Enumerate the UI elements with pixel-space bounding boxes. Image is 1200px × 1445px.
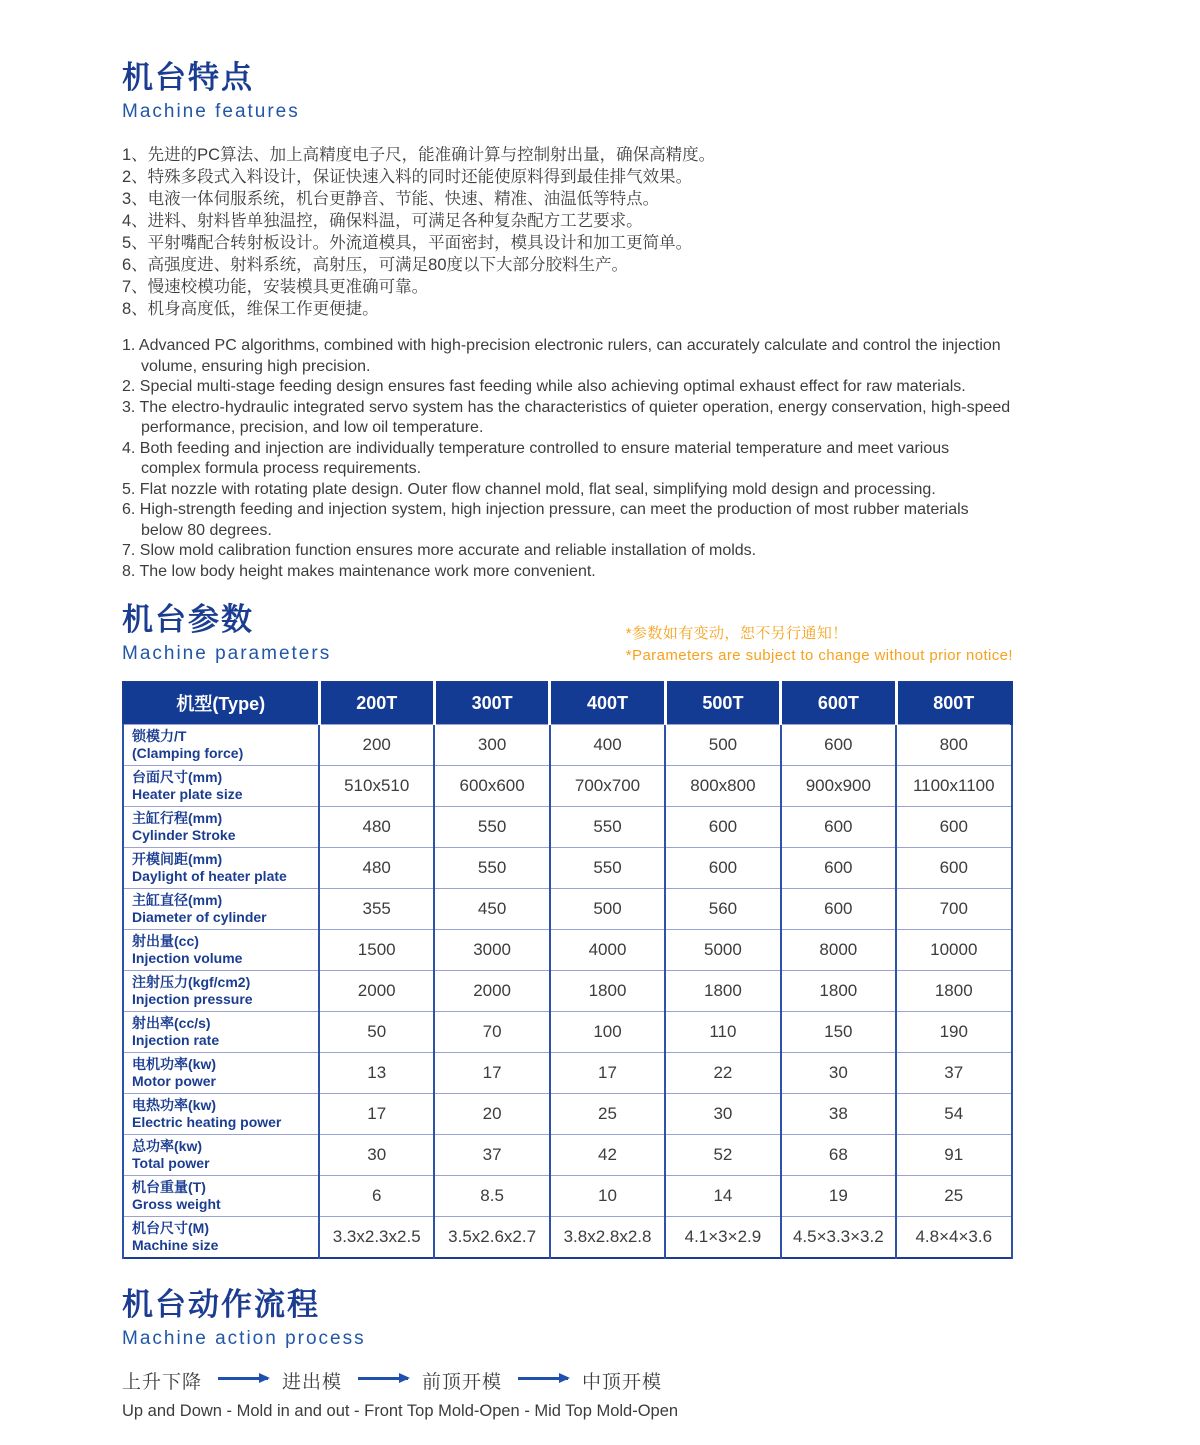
value-cell: 600x600 <box>434 765 549 806</box>
value-cell: 13 <box>319 1052 434 1093</box>
value-cell: 6 <box>319 1175 434 1216</box>
value-cell: 22 <box>665 1052 780 1093</box>
value-cell: 800x800 <box>665 765 780 806</box>
row-label-cell <box>123 765 319 806</box>
table-row <box>123 847 1012 888</box>
value-cell: 700 <box>896 888 1011 929</box>
parameters-table <box>122 681 1013 1259</box>
value-cell: 200 <box>319 724 434 765</box>
table-header-row <box>123 682 1012 724</box>
value-cell: 3.3x2.3x2.5 <box>319 1216 434 1258</box>
value-cell: 1500 <box>319 929 434 970</box>
value-cell: 20 <box>434 1093 549 1134</box>
arrow-right-icon <box>518 1377 568 1380</box>
value-cell: 1800 <box>550 970 665 1011</box>
row-label-zh: 总功率(kw) <box>132 1137 202 1154</box>
feature-item-en: 8. The low body height makes maintenance work more convenient. <box>122 562 596 580</box>
row-label-zh: 主缸行程(mm) <box>132 809 223 826</box>
table-row <box>123 806 1012 847</box>
value-cell: 600 <box>781 724 896 765</box>
row-label-en: Motor power <box>132 1072 216 1089</box>
row-label-en: Injection rate <box>132 1031 220 1048</box>
table-header-model: 800T <box>896 682 1011 724</box>
table-row <box>123 765 1012 806</box>
row-label-cell <box>123 1052 319 1093</box>
table-header-model: 200T <box>319 682 434 724</box>
process-step: 前顶开模 <box>422 1371 503 1393</box>
row-label-cell <box>123 929 319 970</box>
row-label-en: Electric heating power <box>132 1113 282 1130</box>
value-cell: 25 <box>550 1093 665 1134</box>
feature-item-zh: 5、平射嘴配合转射板设计。外流道模具，平面密封，模具设计和加工更简单。 <box>122 234 693 252</box>
value-cell: 600 <box>781 847 896 888</box>
row-label-zh: 台面尺寸(mm) <box>132 768 223 785</box>
value-cell: 600 <box>896 847 1011 888</box>
value-cell: 150 <box>781 1011 896 1052</box>
row-label-cell <box>123 847 319 888</box>
value-cell: 300 <box>434 724 549 765</box>
value-cell: 100 <box>550 1011 665 1052</box>
row-label-en: Cylinder Stroke <box>132 826 236 843</box>
table-row <box>123 1011 1012 1052</box>
value-cell: 91 <box>896 1134 1011 1175</box>
value-cell: 1100x1100 <box>896 765 1011 806</box>
value-cell: 17 <box>319 1093 434 1134</box>
row-label-zh: 注射压力(kgf/cm2) <box>132 973 251 990</box>
table-row <box>123 888 1012 929</box>
value-cell: 550 <box>550 806 665 847</box>
table-header-model: 500T <box>665 682 780 724</box>
parameters-section <box>122 602 1013 1259</box>
parameters-title-block <box>122 602 331 666</box>
table-row <box>123 929 1012 970</box>
value-cell: 54 <box>896 1093 1011 1134</box>
value-cell: 8000 <box>781 929 896 970</box>
value-cell: 30 <box>665 1093 780 1134</box>
table-row <box>123 970 1012 1011</box>
row-label-zh: 机台重量(T) <box>132 1178 206 1195</box>
feature-item-zh: 1、先进的PC算法、加上高精度电子尺，能准确计算与控制射出量，确保高精度。 <box>122 146 716 164</box>
value-cell: 600 <box>781 888 896 929</box>
parameters-notice <box>626 622 1013 666</box>
table-row <box>123 1093 1012 1134</box>
row-label-zh: 主缸直径(mm) <box>132 891 223 908</box>
value-cell: 3.8x2.8x2.8 <box>550 1216 665 1258</box>
table-row <box>123 1052 1012 1093</box>
value-cell: 30 <box>319 1134 434 1175</box>
row-label-zh: 电机功率(kw) <box>132 1055 216 1072</box>
row-label-en: Gross weight <box>132 1195 221 1212</box>
value-cell: 550 <box>434 806 549 847</box>
value-cell: 4.1×3×2.9 <box>665 1216 780 1258</box>
value-cell: 1800 <box>781 970 896 1011</box>
value-cell: 25 <box>896 1175 1011 1216</box>
value-cell: 1800 <box>896 970 1011 1011</box>
value-cell: 68 <box>781 1134 896 1175</box>
value-cell: 30 <box>781 1052 896 1093</box>
row-label-en: Total power <box>132 1154 210 1171</box>
parameters-header <box>122 602 1013 666</box>
feature-item-en: 6. High-strength feeding and injection system, high injection pressure, can meet the production of most rubber materials below 80 degrees. <box>122 501 969 539</box>
notice-text-zh: *参数如有变动，恕不另行通知！ <box>625 625 848 642</box>
feature-item-zh: 6、高强度进、射料系统，高射压，可满足80度以下大部分胶料生产。 <box>122 256 629 274</box>
value-cell: 600 <box>665 847 780 888</box>
row-label-cell <box>123 970 319 1011</box>
value-cell: 10 <box>550 1175 665 1216</box>
value-cell: 560 <box>665 888 780 929</box>
value-cell: 42 <box>550 1134 665 1175</box>
value-cell: 8.5 <box>434 1175 549 1216</box>
features-title: 机台特点 <box>122 60 254 95</box>
process-step: 中顶开模 <box>582 1371 663 1393</box>
value-cell: 480 <box>319 847 434 888</box>
table-header-type: 机型(Type) <box>123 682 319 724</box>
value-cell: 400 <box>550 724 665 765</box>
value-cell: 52 <box>665 1134 780 1175</box>
value-cell: 550 <box>434 847 549 888</box>
features-section <box>122 60 1013 582</box>
value-cell: 4.5×3.3×3.2 <box>781 1216 896 1258</box>
features-subtitle: Machine features <box>122 101 300 122</box>
value-cell: 2000 <box>319 970 434 1011</box>
value-cell: 4000 <box>550 929 665 970</box>
process-flow <box>122 1367 1013 1394</box>
value-cell: 3.5x2.6x2.7 <box>434 1216 549 1258</box>
row-label-zh: 锁模力/T <box>132 727 187 744</box>
value-cell: 37 <box>434 1134 549 1175</box>
process-step: 进出模 <box>282 1371 343 1393</box>
table-row <box>123 1134 1012 1175</box>
table-row <box>123 724 1012 765</box>
parameters-title: 机台参数 <box>122 602 254 637</box>
feature-item-en: 4. Both feeding and injection are individually temperature controlled to ensure material temperature and meet various complex formula process requirements. <box>122 439 950 477</box>
row-label-cell <box>123 724 319 765</box>
value-cell: 550 <box>550 847 665 888</box>
value-cell: 1800 <box>665 970 780 1011</box>
arrow-right-icon <box>358 1377 408 1380</box>
value-cell: 450 <box>434 888 549 929</box>
process-flow-en: Up and Down - Mold in and out - Front Top Mold-Open - Mid Top Mold-Open <box>122 1401 679 1420</box>
table-header-model: 300T <box>434 682 549 724</box>
value-cell: 700x700 <box>550 765 665 806</box>
table-row <box>123 1175 1012 1216</box>
row-label-en: (Clamping force) <box>132 744 244 761</box>
row-label-en: Heater plate size <box>132 785 243 802</box>
row-label-cell <box>123 1216 319 1258</box>
page-content <box>122 60 1013 1421</box>
row-label-en: Injection pressure <box>132 990 253 1007</box>
value-cell: 500 <box>550 888 665 929</box>
feature-item-en: 3. The electro-hydraulic integrated servo system has the characteristics of quieter operation, energy conservation, high-speed performance, precision, and low oil temperature. <box>122 398 1011 436</box>
row-label-zh: 电热功率(kw) <box>132 1096 216 1113</box>
row-label-cell <box>123 806 319 847</box>
row-label-zh: 开模间距(mm) <box>132 850 223 867</box>
row-label-cell <box>123 888 319 929</box>
row-label-en: Daylight of heater plate <box>132 867 287 884</box>
value-cell: 3000 <box>434 929 549 970</box>
feature-item-zh: 8、机身高度低，维保工作更便捷。 <box>122 300 379 318</box>
row-label-cell <box>123 1011 319 1052</box>
process-title: 机台动作流程 <box>122 1286 320 1322</box>
row-label-en: Machine size <box>132 1236 219 1253</box>
notice-text-en: *Parameters are subject to change without prior notice! <box>625 647 1013 664</box>
value-cell: 19 <box>781 1175 896 1216</box>
value-cell: 70 <box>434 1011 549 1052</box>
row-label-en: Injection volume <box>132 949 243 966</box>
features-list-en <box>122 336 1013 582</box>
value-cell: 600 <box>665 806 780 847</box>
row-label-cell <box>123 1175 319 1216</box>
process-section <box>122 1287 1013 1421</box>
value-cell: 190 <box>896 1011 1011 1052</box>
process-step: 上升下降 <box>122 1371 203 1393</box>
value-cell: 17 <box>434 1052 549 1093</box>
table-row <box>123 1216 1012 1258</box>
value-cell: 510x510 <box>319 765 434 806</box>
value-cell: 500 <box>665 724 780 765</box>
row-label-zh: 射出量(cc) <box>132 932 199 949</box>
feature-item-zh: 4、进料、射料皆单独温控，确保料温，可满足各种复杂配方工艺要求。 <box>122 212 643 230</box>
value-cell: 480 <box>319 806 434 847</box>
value-cell: 4.8×4×3.6 <box>896 1216 1011 1258</box>
row-label-cell <box>123 1093 319 1134</box>
value-cell: 17 <box>550 1052 665 1093</box>
row-label-zh: 射出率(cc/s) <box>132 1014 211 1031</box>
table-header-model: 400T <box>550 682 665 724</box>
feature-item-zh: 3、电液一体伺服系统，机台更静音、节能、快速、精准、油温低等特点。 <box>122 190 660 208</box>
feature-item-zh: 2、特殊多段式入料设计，保证快速入料的同时还能使原料得到最佳排气效果。 <box>122 168 693 186</box>
parameters-subtitle: Machine parameters <box>122 643 332 664</box>
value-cell: 800 <box>896 724 1011 765</box>
table-header-model: 600T <box>781 682 896 724</box>
process-subtitle: Machine action process <box>122 1327 366 1349</box>
value-cell: 5000 <box>665 929 780 970</box>
feature-item-en: 5. Flat nozzle with rotating plate design. Outer flow channel mold, flat seal, simplifying mold design and processing. <box>122 480 936 498</box>
value-cell: 37 <box>896 1052 1011 1093</box>
value-cell: 110 <box>665 1011 780 1052</box>
value-cell: 38 <box>781 1093 896 1134</box>
value-cell: 355 <box>319 888 434 929</box>
arrow-right-icon <box>218 1377 268 1380</box>
features-list-zh <box>122 144 1013 320</box>
row-label-zh: 机台尺寸(M) <box>132 1219 209 1236</box>
row-label-en: Diameter of cylinder <box>132 908 267 925</box>
row-label-cell <box>123 1134 319 1175</box>
value-cell: 10000 <box>896 929 1011 970</box>
value-cell: 50 <box>319 1011 434 1052</box>
value-cell: 900x900 <box>781 765 896 806</box>
value-cell: 600 <box>781 806 896 847</box>
feature-item-zh: 7、慢速校模功能，安装模具更准确可靠。 <box>122 278 429 296</box>
table-body <box>123 724 1012 1258</box>
feature-item-en: 7. Slow mold calibration function ensures more accurate and reliable installation of molds. <box>122 542 757 559</box>
value-cell: 2000 <box>434 970 549 1011</box>
feature-item-en: 2. Special multi-stage feeding design ensures fast feeding while also achieving optimal exhaust effect for raw materials. <box>122 378 966 395</box>
value-cell: 600 <box>896 806 1011 847</box>
feature-item-en: 1. Advanced PC algorithms, combined with high-precision electronic rulers, can accurately calculate and control the injection volume, ensuring high precision. <box>122 337 1001 375</box>
value-cell: 14 <box>665 1175 780 1216</box>
